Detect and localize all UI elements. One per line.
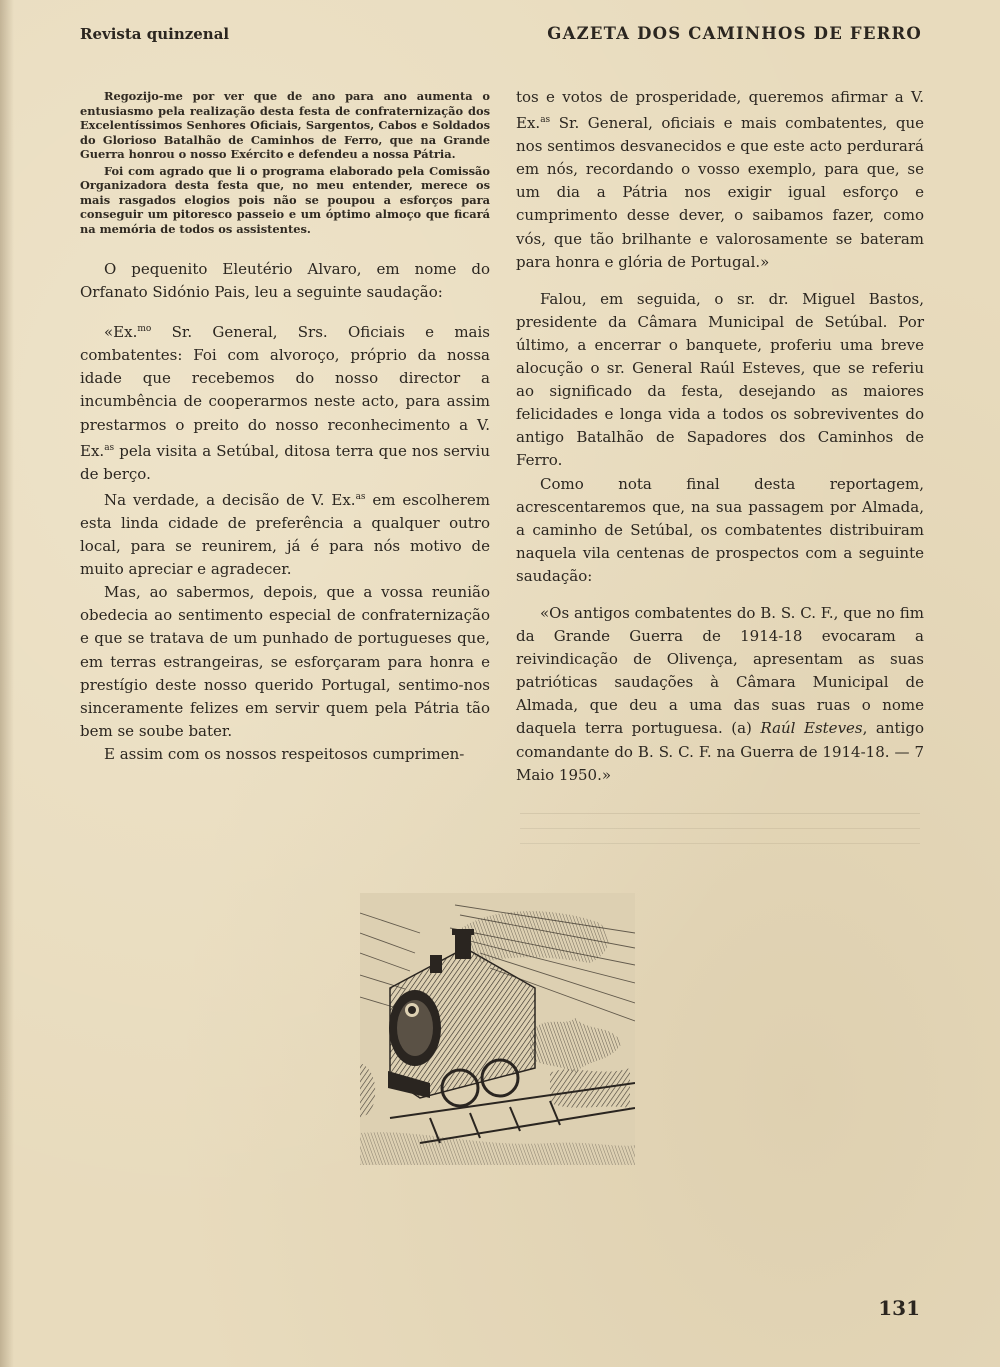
greeting-end: pela visita a Setúbal, ditosa terra que nos serviu de berço. [80,441,490,483]
final-note-paragraph: Como nota final desta reportagem, acrescentaremos que, na sua passagem por Almada, a caminho de Setúbal, os combatentes distribuiram naquela vila centenas de prospectos com a seguinte saudação: [516,474,924,585]
quoted-letter [80,89,490,236]
almada-greeting-post: , antigo comandante do B. S. C. F. na Guerra de 1914-18. — 7 Maio 1950.» [516,719,924,784]
header-publication-title: GAZETA DOS CAMINHOS DE FERRO [547,24,922,43]
almada-greeting-paragraph [516,602,924,787]
right-column [516,86,924,787]
page-number: 131 [878,1296,920,1320]
decision-sup: as [355,491,366,502]
greeting-post: Sr. General, Srs. Oficiais e mais combatentes: Foi com alvoroço, próprio da nossa idade que recebemos do nosso director a incumbência de cooperarmos neste acto, para assim prestarmos o preito do nosso reconhecimento a V. Ex. [80,323,490,460]
left-column [80,86,490,766]
intro-paragraph: O pequenito Eleutério Alvaro, em nome do Orfanato Sidónio Pais, leu a seguinte saudação: [80,260,490,302]
decision-pre: Na verdade, a decisão de V. Ex. [104,490,356,509]
page-edge-shadow [0,0,14,1367]
greeting-sup-2: as [104,442,115,453]
letter-paragraph-1: Regozijo-me por ver que de ano para ano aumenta o entusiasmo pela realização desta festa de confraternização dos Excelentíssimos Senhores Oficiais, Sargentos, Cabos e Soldados do Glorioso Batalhão de Caminhos de Ferro, que na Grande Guerra honrou o nosso Exército e defendeu a nossa Pátria. [80,89,490,161]
almada-greeting-pre: «Os antigos combatentes do B. S. C. F., que no fim da Grande Guerra de 1914-18 evocaram a reivindicação de Olivença, apresentam as suas patrióticas saudações à Câmara Municipal de Almada, que deu a uma das suas ruas o nome daquela terra portuguesa. (a) [516,603,924,738]
bleed-through-marks [520,805,920,858]
respects-paragraph: E assim com os nossos respeitosos cumprimen- [104,744,465,763]
continuation-sup: as [540,115,551,126]
left-body [80,258,490,766]
greeting-pre: «Ex. [104,323,138,342]
header-periodicity: Revista quinzenal [80,25,230,43]
right-body [516,86,924,787]
decision-post: em escolherem esta linda cidade de preferência a qualquer outro local, para se reunirem, já é para nós motivo de muito apreciar e agradecer. [80,490,491,579]
letter-paragraph-2: Foi com agrado que li o programa elaborado pela Comissão Organizadora desta festa que, no meu entender, merece os mais rasgados elogios pois não se poupou a esforços para conseguir um pitoresco passeio e um óptimo almoço que ficará na memória de todos os assistentes. [80,163,490,236]
speeches-paragraph: Falou, em seguida, o sr. dr. Miguel Bastos, presidente da Câmara Municipal de Setúbal. Por último, a encerrar o banquete, proferiu uma breve alocução o sr. General Raúl Esteves, que se referiu ao significado da festa, desejando as maiores felicidades e longa vida a todos os sobreviventes do antigo Batalhão de Sapadores dos Caminhos de Ferro. [516,289,924,470]
greeting-paragraph [80,318,490,486]
locomotive-illustration [360,893,635,1165]
continuation-post: Sr. General, oficiais e mais combatentes, que nos sentimos desvanecidos e que este acto perdurará em nós, recordando o vosso exemplo, para que, se um dia a Pátria nos exigir igual esforço e cumprimento desse dever, o saibamos fazer, como vós, que tão brilhante e valorosamente se bateram para honra e glória de Portugal.» [516,114,924,271]
decision-paragraph [80,486,490,581]
continuation-paragraph [516,86,924,274]
confraternization-paragraph: Mas, ao sabermos, depois, que a vossa reunião obedecia ao sentimento especial de confraternização e que se tratava de um punhado de portugueses que, em terras estrangeiras, se esforçaram para honra e prestígio deste nosso querido Portugal, sentimo-nos sinceramente felizes em servir quem pela Pátria tão bem se soube bater. [80,583,490,740]
continuation-pre: tos e votos de prosperidade, queremos afirmar a V. Ex. [516,88,924,133]
greeting-sup: mo [137,324,152,335]
signatory-name: Raúl Esteves [760,719,863,738]
